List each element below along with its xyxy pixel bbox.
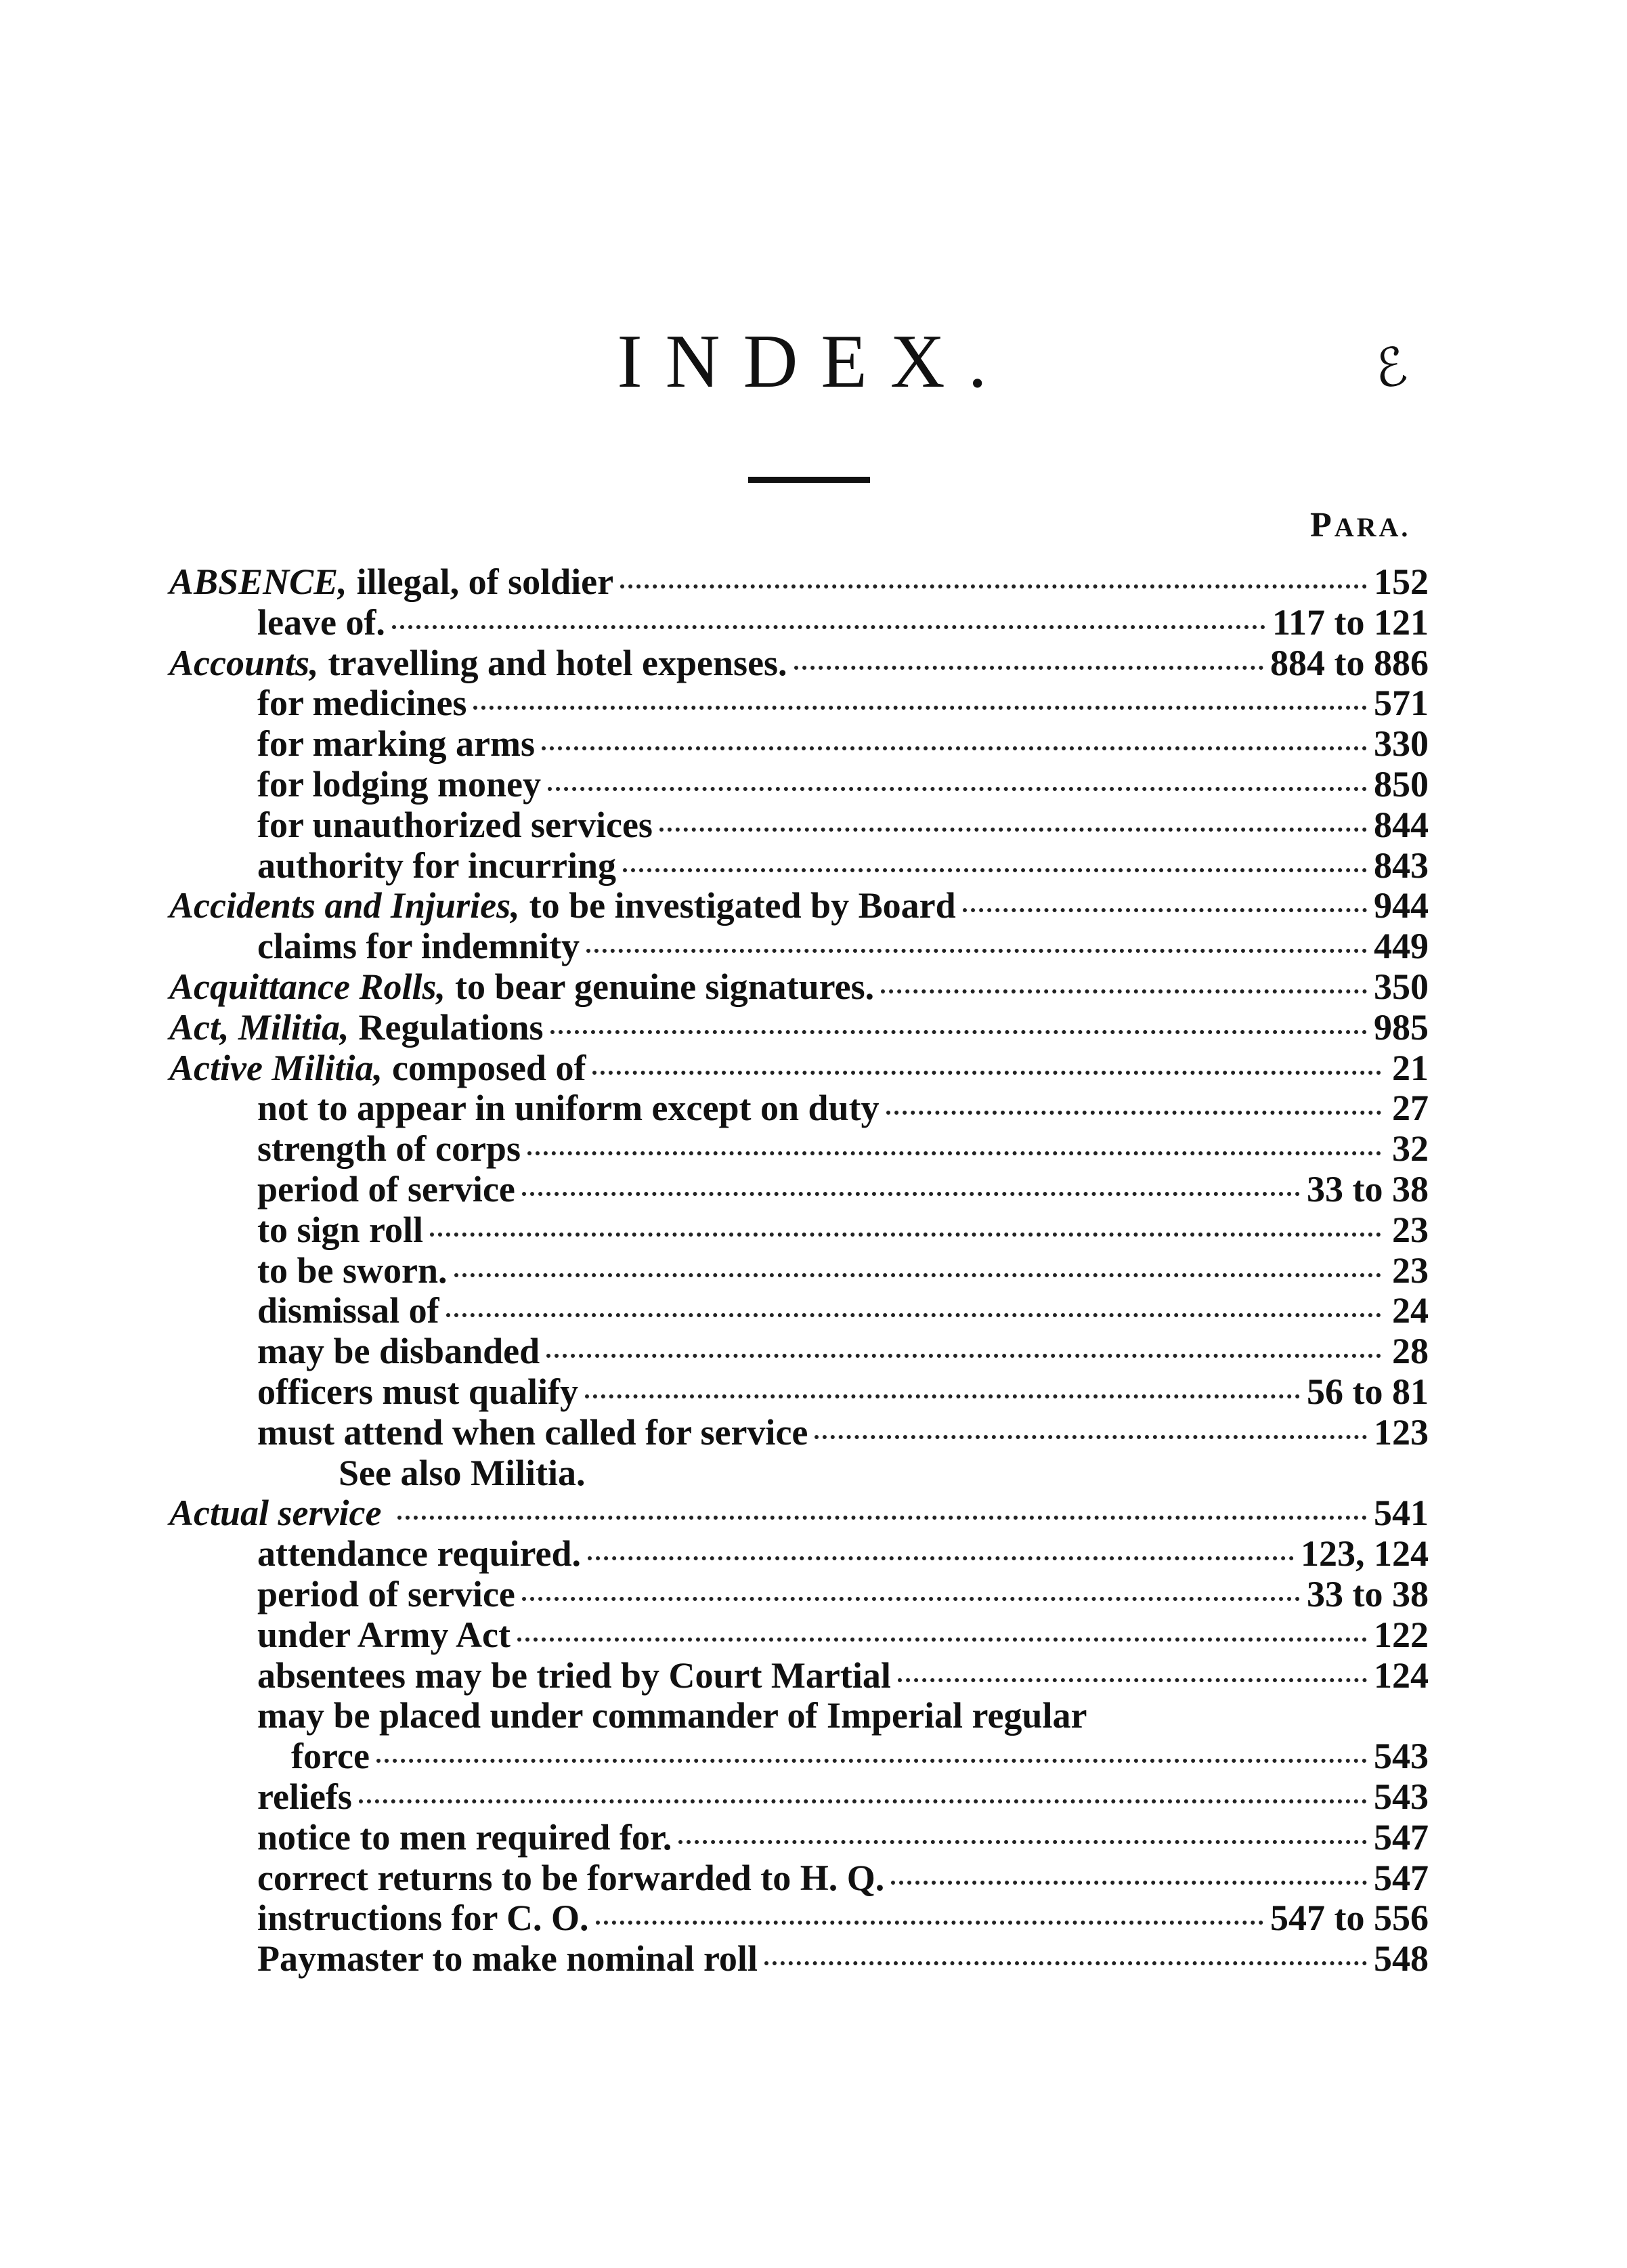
entry-heading: Active Militia, [169, 1047, 383, 1088]
index-entry [169, 724, 1429, 765]
entry-text: correct returns to be forwarded to H. Q. [257, 1857, 885, 1898]
entry-heading: Actual service [169, 1493, 382, 1534]
index-entries [169, 562, 1429, 1980]
dot-leader [522, 1597, 1300, 1601]
index-entry [169, 765, 1429, 805]
index-entry [169, 603, 1429, 643]
entry-text: claims for indemnity [257, 926, 580, 967]
entry-text: authority for incurring [257, 844, 616, 886]
index-entry [169, 1129, 1429, 1170]
entry-paragraph-number: 350 [1374, 966, 1429, 1007]
page-title: INDEX. [617, 320, 1010, 404]
dot-leader [764, 1961, 1367, 1965]
dot-leader [592, 1071, 1381, 1075]
dot-leader [454, 1273, 1382, 1277]
dot-leader [586, 949, 1367, 953]
entry-paragraph-number: 884 to 886 [1270, 642, 1429, 683]
entry-paragraph-number: 850 [1374, 763, 1429, 805]
dot-leader [891, 1881, 1367, 1885]
entry-paragraph-number: 23 [1392, 1209, 1429, 1250]
ornament-mark: ℰ [1368, 336, 1412, 400]
dot-leader [886, 1111, 1381, 1115]
entry-text: may be placed under commander of Imperial regular [257, 1695, 1087, 1736]
index-entry [169, 1413, 1429, 1453]
entry-text: absentees may be tried by Court Martial [257, 1654, 891, 1696]
index-entry [169, 846, 1429, 886]
dot-leader [376, 1759, 1367, 1763]
index-entry [169, 1372, 1429, 1413]
entry-heading: ABSENCE, [169, 561, 347, 602]
index-entry [169, 926, 1429, 967]
index-entry [169, 1736, 1429, 1777]
entry-paragraph-number: 844 [1374, 804, 1429, 845]
dot-leader [546, 1354, 1381, 1358]
entry-paragraph-number: 985 [1374, 1006, 1429, 1048]
entry-paragraph-number: 123, 124 [1301, 1533, 1429, 1575]
entry-text: may be disbanded [257, 1331, 540, 1372]
dot-leader [881, 989, 1367, 993]
entry-paragraph-number: 27 [1392, 1088, 1429, 1129]
entry-text: instructions for C. O. [257, 1898, 589, 1939]
entry-paragraph-number: 449 [1374, 926, 1429, 967]
dot-leader [392, 625, 1265, 629]
entry-paragraph-number: 543 [1374, 1776, 1429, 1817]
entry-heading: Accidents and Injuries, [169, 885, 520, 926]
para-column-header [1310, 508, 1410, 543]
dot-leader [550, 1030, 1367, 1034]
entry-text: to bear genuine signatures. [455, 966, 875, 1007]
entry-text: for lodging money [257, 763, 542, 805]
dot-leader [359, 1799, 1367, 1803]
entry-paragraph-number: 571 [1374, 683, 1429, 724]
para-header-rest: ARA. [1334, 512, 1411, 542]
index-entry [169, 683, 1429, 724]
index-entry [169, 1696, 1429, 1736]
entry-paragraph-number: 24 [1392, 1290, 1429, 1331]
index-entry [169, 1251, 1429, 1291]
index-entry [169, 1291, 1429, 1331]
entry-text: force [291, 1736, 370, 1777]
entry-paragraph-number: 330 [1374, 723, 1429, 765]
entry-heading: Acquittance Rolls, [169, 966, 446, 1007]
entry-paragraph-number: 56 to 81 [1307, 1371, 1429, 1412]
dot-leader [963, 908, 1367, 912]
index-entry [169, 562, 1429, 603]
index-entry [169, 1858, 1429, 1899]
entry-text: for unauthorized services [257, 804, 653, 845]
dot-leader [585, 1394, 1300, 1398]
entry-paragraph-number: 28 [1392, 1331, 1429, 1372]
dot-leader [522, 1192, 1300, 1196]
dot-leader [548, 787, 1367, 791]
entry-text: illegal, of soldier [356, 561, 614, 602]
entry-text: to be investigated by Board [529, 885, 956, 926]
entry-text: for medicines [257, 683, 467, 724]
entry-text: attendance required. [257, 1533, 581, 1575]
entry-text: leave of. [257, 601, 385, 643]
index-entry [169, 1777, 1429, 1818]
entry-text: must attend when called for service [257, 1411, 808, 1453]
dot-leader [527, 1151, 1381, 1155]
entry-text: See also Militia. [339, 1452, 586, 1493]
dot-leader [397, 1516, 1367, 1520]
dot-leader [596, 1921, 1264, 1925]
entry-paragraph-number: 122 [1374, 1614, 1429, 1655]
index-entry [169, 1534, 1429, 1575]
index-entry [169, 1170, 1429, 1210]
entry-paragraph-number: 117 to 121 [1272, 601, 1429, 643]
index-entry [169, 1615, 1429, 1656]
entry-paragraph-number: 944 [1374, 885, 1429, 926]
index-entry [169, 1898, 1429, 1939]
entry-heading: Accounts, [169, 642, 319, 683]
dot-leader [794, 666, 1263, 670]
entry-text: Paymaster to make nominal roll [257, 1938, 758, 1980]
entry-text: composed of [391, 1047, 586, 1088]
dot-leader [542, 746, 1367, 750]
entry-text: period of service [257, 1168, 515, 1210]
entry-text: dismissal of [257, 1290, 439, 1331]
index-entry [169, 1818, 1429, 1858]
entry-paragraph-number: 547 [1374, 1816, 1429, 1858]
dot-leader [430, 1233, 1381, 1237]
index-entry [169, 1048, 1429, 1089]
index-entry [169, 1656, 1429, 1696]
index-entry [169, 805, 1429, 846]
index-entry [169, 1453, 1429, 1494]
index-entry [169, 643, 1429, 684]
dot-leader [659, 828, 1367, 832]
dot-leader [446, 1313, 1381, 1317]
entry-text: for marking arms [257, 723, 535, 765]
para-header-initial: P [1310, 506, 1335, 544]
entry-text: not to appear in uniform except on duty [257, 1088, 880, 1129]
index-entry [169, 1008, 1429, 1048]
index-entry [169, 1493, 1429, 1534]
entry-text: travelling and hotel expenses. [328, 642, 787, 683]
entry-text: reliefs [257, 1776, 352, 1817]
entry-paragraph-number: 541 [1374, 1493, 1429, 1534]
index-entry [169, 1939, 1429, 1980]
entry-paragraph-number: 547 to 556 [1270, 1898, 1429, 1939]
entry-text: officers must qualify [257, 1371, 578, 1412]
entry-paragraph-number: 543 [1374, 1736, 1429, 1777]
index-entry [169, 1331, 1429, 1372]
index-entry [169, 1575, 1429, 1615]
entry-paragraph-number: 32 [1392, 1128, 1429, 1170]
dot-leader [588, 1556, 1294, 1560]
entry-paragraph-number: 124 [1374, 1654, 1429, 1696]
entry-paragraph-number: 843 [1374, 844, 1429, 886]
entry-text: notice to men required for. [257, 1816, 672, 1858]
entry-heading: Act, Militia, [169, 1006, 349, 1048]
index-entry [169, 886, 1429, 926]
entry-paragraph-number: 33 to 38 [1307, 1573, 1429, 1614]
dot-leader [620, 584, 1367, 589]
entry-text: to sign roll [257, 1209, 424, 1250]
entry-text: strength of corps [257, 1128, 521, 1170]
entry-paragraph-number: 152 [1374, 561, 1429, 602]
entry-text: period of service [257, 1573, 515, 1614]
title-rule [748, 477, 870, 483]
entry-paragraph-number: 33 to 38 [1307, 1168, 1429, 1210]
dot-leader [898, 1678, 1367, 1682]
dot-leader [623, 868, 1367, 872]
dot-leader [473, 706, 1367, 710]
entry-text: to be sworn. [257, 1249, 448, 1291]
index-entry [169, 1210, 1429, 1251]
entry-paragraph-number: 548 [1374, 1938, 1429, 1980]
index-entry [169, 967, 1429, 1008]
dot-leader [678, 1840, 1367, 1844]
entry-paragraph-number: 123 [1374, 1411, 1429, 1453]
dot-leader [517, 1638, 1367, 1642]
entry-text: Regulations [358, 1006, 544, 1048]
index-entry [169, 1088, 1429, 1129]
dot-leader [815, 1435, 1367, 1439]
entry-paragraph-number: 21 [1392, 1047, 1429, 1088]
entry-paragraph-number: 547 [1374, 1857, 1429, 1898]
entry-text: under Army Act [257, 1614, 511, 1655]
entry-paragraph-number: 23 [1392, 1249, 1429, 1291]
